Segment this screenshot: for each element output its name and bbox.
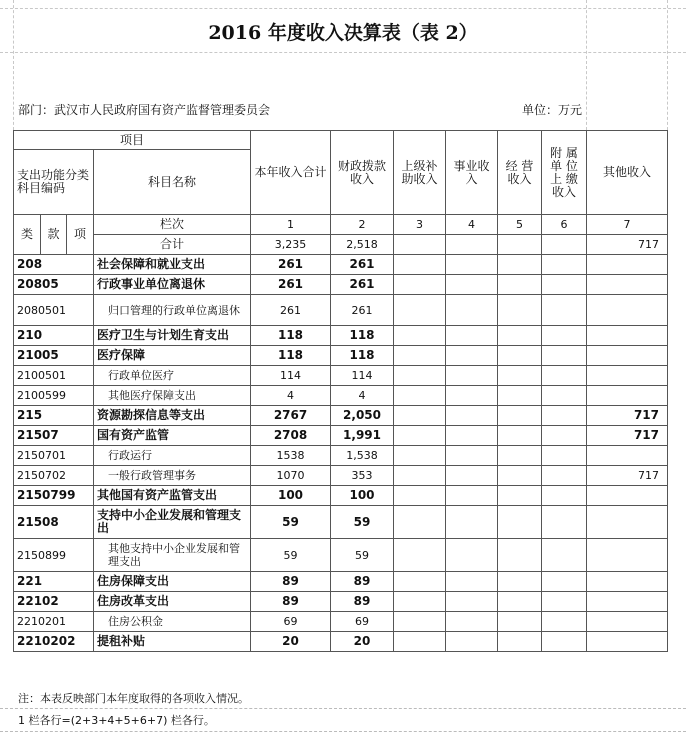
row-value bbox=[542, 275, 587, 295]
footnote: 注：本表反映部门本年度取得的各项收入情况。 bbox=[18, 692, 249, 705]
row-value bbox=[446, 592, 498, 612]
row-name: 医疗卫生与计划生育支出 bbox=[94, 326, 251, 346]
row-value bbox=[394, 295, 446, 326]
row-value: 100 bbox=[331, 486, 394, 506]
row-name: 医疗保障 bbox=[94, 346, 251, 366]
row-value bbox=[394, 486, 446, 506]
row-value bbox=[394, 426, 446, 446]
row-value bbox=[498, 446, 542, 466]
row-value: 118 bbox=[331, 326, 394, 346]
row-value bbox=[587, 592, 668, 612]
row-value bbox=[587, 255, 668, 275]
row-value bbox=[394, 326, 446, 346]
row-value bbox=[542, 386, 587, 406]
row-value bbox=[587, 446, 668, 466]
row-value: 59 bbox=[251, 506, 331, 539]
col-number: 1 bbox=[251, 215, 331, 235]
table-row bbox=[14, 255, 668, 275]
row-value bbox=[394, 592, 446, 612]
revenue-table bbox=[13, 130, 668, 652]
row-value bbox=[587, 486, 668, 506]
table-row bbox=[14, 466, 668, 486]
row-value bbox=[587, 572, 668, 592]
total-cell bbox=[446, 235, 498, 255]
row-code: 2080501 bbox=[14, 295, 94, 326]
row-value bbox=[587, 612, 668, 632]
row-value bbox=[446, 632, 498, 652]
row-value bbox=[394, 612, 446, 632]
row-value bbox=[498, 366, 542, 386]
row-value bbox=[587, 326, 668, 346]
row-code: 215 bbox=[14, 406, 94, 426]
row-code: 2100501 bbox=[14, 366, 94, 386]
footnote: 1 栏各行=(2+3+4+5+6+7) 栏各行。 bbox=[18, 714, 215, 727]
row-value bbox=[394, 539, 446, 572]
total-cell bbox=[394, 235, 446, 255]
row-code: 2150702 bbox=[14, 466, 94, 486]
row-value bbox=[394, 572, 446, 592]
row-value: 69 bbox=[251, 612, 331, 632]
col-number: 4 bbox=[446, 215, 498, 235]
row-value bbox=[446, 506, 498, 539]
table-row bbox=[14, 406, 668, 426]
row-value: 2,050 bbox=[331, 406, 394, 426]
row-code: 2150701 bbox=[14, 446, 94, 466]
row-code: 20805 bbox=[14, 275, 94, 295]
row-value bbox=[542, 446, 587, 466]
header-row-3 bbox=[14, 215, 668, 235]
col-number: 6 bbox=[542, 215, 587, 235]
row-value: 118 bbox=[331, 346, 394, 366]
row-value bbox=[498, 632, 542, 652]
table-row bbox=[14, 346, 668, 366]
row-value bbox=[542, 346, 587, 366]
row-value: 2767 bbox=[251, 406, 331, 426]
row-value bbox=[498, 612, 542, 632]
row-code: 221 bbox=[14, 572, 94, 592]
row-name: 资源勘探信息等支出 bbox=[94, 406, 251, 426]
row-name: 社会保障和就业支出 bbox=[94, 255, 251, 275]
row-value: 261 bbox=[331, 275, 394, 295]
xiang-header: 项 bbox=[67, 215, 94, 255]
row-value bbox=[394, 466, 446, 486]
row-value bbox=[394, 386, 446, 406]
row-value bbox=[446, 426, 498, 446]
total-label: 合计 bbox=[94, 235, 251, 255]
col-header-4: 事业收入 bbox=[446, 131, 498, 215]
row-value bbox=[446, 572, 498, 592]
row-value: 89 bbox=[251, 572, 331, 592]
row-code: 2150799 bbox=[14, 486, 94, 506]
table-row bbox=[14, 326, 668, 346]
row-code: 2100599 bbox=[14, 386, 94, 406]
row-value: 89 bbox=[331, 592, 394, 612]
table-row bbox=[14, 572, 668, 592]
row-value bbox=[542, 572, 587, 592]
row-value bbox=[446, 446, 498, 466]
project-header: 项目 bbox=[14, 131, 251, 150]
row-value bbox=[542, 506, 587, 539]
row-value: 4 bbox=[251, 386, 331, 406]
total-cell bbox=[498, 235, 542, 255]
col-number: 5 bbox=[498, 215, 542, 235]
row-code: 2150899 bbox=[14, 539, 94, 572]
col-number: 2 bbox=[331, 215, 394, 235]
row-value bbox=[498, 295, 542, 326]
row-value bbox=[446, 466, 498, 486]
table-row bbox=[14, 275, 668, 295]
table-row bbox=[14, 506, 668, 539]
row-value bbox=[394, 346, 446, 366]
row-value bbox=[446, 486, 498, 506]
row-value: 261 bbox=[331, 255, 394, 275]
row-value bbox=[446, 295, 498, 326]
row-value: 717 bbox=[587, 426, 668, 446]
row-value bbox=[542, 295, 587, 326]
row-code: 22102 bbox=[14, 592, 94, 612]
row-value: 1,538 bbox=[331, 446, 394, 466]
row-value: 20 bbox=[251, 632, 331, 652]
row-code: 2210201 bbox=[14, 612, 94, 632]
table-row bbox=[14, 539, 668, 572]
row-value: 114 bbox=[331, 366, 394, 386]
row-name: 支持中小企业发展和管理支出 bbox=[94, 506, 251, 539]
row-name: 住房公积金 bbox=[94, 612, 251, 632]
row-value bbox=[446, 366, 498, 386]
row-name: 行政事业单位离退休 bbox=[94, 275, 251, 295]
row-value bbox=[498, 486, 542, 506]
row-value: 118 bbox=[251, 326, 331, 346]
row-value: 717 bbox=[587, 406, 668, 426]
row-value: 59 bbox=[331, 539, 394, 572]
row-value: 4 bbox=[331, 386, 394, 406]
row-code: 208 bbox=[14, 255, 94, 275]
row-value bbox=[498, 346, 542, 366]
row-value bbox=[394, 632, 446, 652]
row-name: 一般行政管理事务 bbox=[94, 466, 251, 486]
row-code: 2210202 bbox=[14, 632, 94, 652]
table-row bbox=[14, 632, 668, 652]
func-code-header: 支出功能分类科目编码 bbox=[14, 150, 94, 215]
row-name: 提租补贴 bbox=[94, 632, 251, 652]
row-value bbox=[498, 539, 542, 572]
row-value: 59 bbox=[251, 539, 331, 572]
col-header-1: 本年收入合计 bbox=[251, 131, 331, 215]
table-row bbox=[14, 386, 668, 406]
row-value: 1070 bbox=[251, 466, 331, 486]
row-value: 717 bbox=[587, 466, 668, 486]
row-name: 行政运行 bbox=[94, 446, 251, 466]
total-cell: 717 bbox=[587, 235, 668, 255]
row-value bbox=[542, 592, 587, 612]
col-number: 7 bbox=[587, 215, 668, 235]
column-index-label: 栏次 bbox=[94, 215, 251, 235]
grid-line bbox=[0, 731, 686, 732]
row-value bbox=[446, 386, 498, 406]
row-value: 118 bbox=[251, 346, 331, 366]
row-value bbox=[498, 592, 542, 612]
row-value bbox=[394, 366, 446, 386]
row-value: 261 bbox=[251, 295, 331, 326]
table-row bbox=[14, 295, 668, 326]
row-value bbox=[587, 539, 668, 572]
row-code: 21507 bbox=[14, 426, 94, 446]
row-value bbox=[498, 255, 542, 275]
grid-line bbox=[0, 8, 686, 9]
total-cell: 2,518 bbox=[331, 235, 394, 255]
row-code: 21508 bbox=[14, 506, 94, 539]
col-header-5: 经 营收入 bbox=[498, 131, 542, 215]
row-name: 其他支持中小企业发展和管理支出 bbox=[94, 539, 251, 572]
row-code: 21005 bbox=[14, 346, 94, 366]
row-name: 归口管理的行政单位离退休 bbox=[94, 295, 251, 326]
row-value bbox=[587, 275, 668, 295]
row-value bbox=[394, 255, 446, 275]
kuan-header: 款 bbox=[41, 215, 67, 255]
row-value bbox=[446, 326, 498, 346]
row-value bbox=[498, 466, 542, 486]
department-label: 部门：武汉市人民政府国有资产监督管理委员会 bbox=[18, 103, 271, 117]
header-row-1 bbox=[14, 131, 668, 150]
col-header-2: 财政拨款收入 bbox=[331, 131, 394, 215]
row-value bbox=[446, 346, 498, 366]
row-value bbox=[587, 295, 668, 326]
table-row bbox=[14, 446, 668, 466]
row-name: 其他医疗保障支出 bbox=[94, 386, 251, 406]
lei-header: 类 bbox=[14, 215, 41, 255]
row-code: 210 bbox=[14, 326, 94, 346]
row-value bbox=[542, 255, 587, 275]
table-row bbox=[14, 486, 668, 506]
col-number: 3 bbox=[394, 215, 446, 235]
row-value bbox=[394, 275, 446, 295]
unit-label: 单位：万元 bbox=[521, 103, 582, 117]
col-header-6: 附 属单 位上 缴收入 bbox=[542, 131, 587, 215]
row-value bbox=[587, 506, 668, 539]
row-value bbox=[446, 275, 498, 295]
table-row bbox=[14, 366, 668, 386]
row-value: 100 bbox=[251, 486, 331, 506]
total-row bbox=[14, 235, 668, 255]
row-value bbox=[498, 406, 542, 426]
table-row bbox=[14, 612, 668, 632]
row-value bbox=[498, 326, 542, 346]
row-value bbox=[498, 572, 542, 592]
row-value bbox=[542, 612, 587, 632]
row-value bbox=[394, 446, 446, 466]
row-value bbox=[542, 539, 587, 572]
row-value bbox=[587, 386, 668, 406]
row-value bbox=[446, 539, 498, 572]
total-cell bbox=[542, 235, 587, 255]
row-value bbox=[394, 506, 446, 539]
row-value bbox=[542, 632, 587, 652]
row-value bbox=[498, 506, 542, 539]
row-value bbox=[394, 406, 446, 426]
row-value: 114 bbox=[251, 366, 331, 386]
row-value: 1,991 bbox=[331, 426, 394, 446]
page-title: 2016 年度收入决算表（表 2） bbox=[208, 22, 478, 44]
table-row bbox=[14, 592, 668, 612]
row-value: 89 bbox=[251, 592, 331, 612]
row-value bbox=[587, 632, 668, 652]
row-value bbox=[498, 386, 542, 406]
row-name: 其他国有资产监管支出 bbox=[94, 486, 251, 506]
row-value: 261 bbox=[331, 295, 394, 326]
col-header-3: 上级补助收入 bbox=[394, 131, 446, 215]
row-value bbox=[542, 406, 587, 426]
table-row bbox=[14, 426, 668, 446]
row-value: 261 bbox=[251, 255, 331, 275]
row-value bbox=[542, 486, 587, 506]
row-value: 69 bbox=[331, 612, 394, 632]
row-value bbox=[446, 406, 498, 426]
row-value bbox=[587, 366, 668, 386]
grid-line bbox=[0, 52, 686, 53]
row-value bbox=[446, 255, 498, 275]
row-value bbox=[587, 346, 668, 366]
row-value: 261 bbox=[251, 275, 331, 295]
row-value: 2708 bbox=[251, 426, 331, 446]
total-cell: 3,235 bbox=[251, 235, 331, 255]
row-name: 住房保障支出 bbox=[94, 572, 251, 592]
row-value bbox=[498, 426, 542, 446]
row-name: 住房改革支出 bbox=[94, 592, 251, 612]
row-value bbox=[446, 612, 498, 632]
row-value bbox=[498, 275, 542, 295]
subject-name-header: 科目名称 bbox=[94, 150, 251, 215]
row-value: 20 bbox=[331, 632, 394, 652]
grid-line bbox=[0, 708, 686, 709]
row-value: 59 bbox=[331, 506, 394, 539]
row-value: 1538 bbox=[251, 446, 331, 466]
row-value bbox=[542, 426, 587, 446]
row-value: 353 bbox=[331, 466, 394, 486]
row-value bbox=[542, 326, 587, 346]
row-value bbox=[542, 366, 587, 386]
row-value bbox=[542, 466, 587, 486]
row-value: 89 bbox=[331, 572, 394, 592]
row-name: 行政单位医疗 bbox=[94, 366, 251, 386]
row-name: 国有资产监管 bbox=[94, 426, 251, 446]
col-header-7: 其他收入 bbox=[587, 131, 668, 215]
